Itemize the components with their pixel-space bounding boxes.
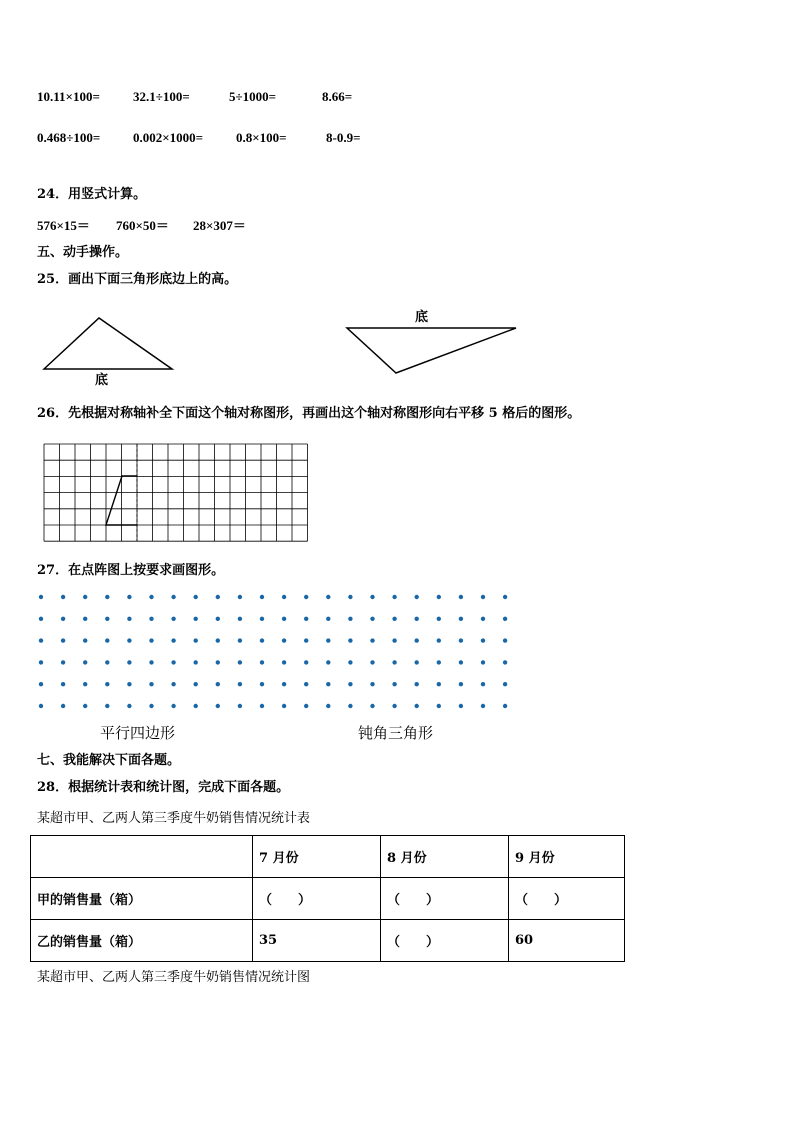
grid-dot: [83, 638, 87, 642]
grid-dot: [149, 660, 153, 664]
triangle-right: [347, 328, 516, 373]
grid-dot: [61, 595, 65, 599]
table-row-label: 甲的销售量（箱）: [31, 878, 253, 920]
table-header-row: [31, 836, 625, 878]
grid-dot: [326, 704, 330, 708]
grid-dot: [326, 660, 330, 664]
table-cell: （ ）: [509, 878, 625, 920]
grid-dot: [348, 660, 352, 664]
grid-dot: [127, 617, 131, 621]
grid-dot: [105, 660, 109, 664]
grid-dot: [348, 682, 352, 686]
grid-dot: [437, 682, 441, 686]
calc-item: 8.66=: [322, 89, 353, 104]
table-cell: （ ）: [381, 878, 509, 920]
grid-dot: [370, 638, 374, 642]
base-label-left: 底: [95, 373, 109, 388]
question-26-title: 26．先根据对称轴补全下面这个轴对称图形，再画出这个轴对称图形向右平移 5 格后的图形。: [37, 406, 581, 421]
section-7-heading: 七、我能解决下面各题。: [37, 753, 181, 768]
vertical-calc-item: 28×307＝: [193, 218, 246, 233]
grid-dot: [127, 595, 131, 599]
grid-dot: [149, 682, 153, 686]
grid-dot: [171, 638, 175, 642]
grid-dot: [238, 704, 242, 708]
grid-dot: [370, 682, 374, 686]
square-grid: [44, 444, 308, 541]
grid-dot: [282, 660, 286, 664]
grid-dot: [83, 595, 87, 599]
table-header-cell: 9 月份: [509, 836, 625, 878]
grid-dot: [304, 638, 308, 642]
grid-dot: [437, 617, 441, 621]
grid-dot: [127, 682, 131, 686]
grid-dot: [503, 638, 507, 642]
grid-dot: [304, 617, 308, 621]
vertical-calc-item: 760×50＝: [116, 218, 169, 233]
grid-dot: [61, 617, 65, 621]
table-row: [31, 878, 625, 920]
grid-dot: [216, 660, 220, 664]
grid-dot: [149, 704, 153, 708]
grid-dot: [304, 704, 308, 708]
grid-dot: [481, 704, 485, 708]
grid-dot: [392, 660, 396, 664]
grid-dot: [105, 682, 109, 686]
grid-dot: [392, 704, 396, 708]
label-parallelogram: 平行四边形: [100, 724, 176, 742]
base-label-right: 底: [415, 310, 429, 325]
grid-dot: [105, 617, 109, 621]
grid-dot: [282, 682, 286, 686]
section-5-heading: 五、动手操作。: [37, 245, 129, 260]
grid-dot: [39, 682, 43, 686]
grid-dot: [61, 638, 65, 642]
grid-dot: [459, 660, 463, 664]
grid-dot: [39, 617, 43, 621]
grid-dot: [39, 638, 43, 642]
grid-dot: [171, 617, 175, 621]
grid-dot: [415, 595, 419, 599]
grid-dot: [260, 682, 264, 686]
triangle-left: [44, 318, 172, 369]
grid-dot: [481, 660, 485, 664]
calc-item: 0.468÷100=: [37, 130, 101, 145]
grid-dot: [238, 660, 242, 664]
vertical-calc-item: 576×15＝: [37, 218, 90, 233]
grid-dot: [216, 638, 220, 642]
grid-dot: [437, 704, 441, 708]
calc-item: 0.002×1000=: [133, 130, 204, 145]
grid-dot: [149, 638, 153, 642]
grid-dot: [282, 617, 286, 621]
grid-dot: [149, 595, 153, 599]
table-cell: 60: [509, 920, 625, 962]
grid-dot: [260, 617, 264, 621]
grid-dot: [171, 660, 175, 664]
grid-dot: [127, 660, 131, 664]
grid-dot: [194, 682, 198, 686]
grid-dot: [370, 595, 374, 599]
question-28-title: 28．根据统计表和统计图，完成下面各题。: [37, 780, 290, 795]
grid-dot: [39, 660, 43, 664]
grid-dot: [459, 617, 463, 621]
grid-dot: [216, 704, 220, 708]
grid-dot: [326, 638, 330, 642]
grid-dot: [194, 660, 198, 664]
grid-dot: [83, 704, 87, 708]
grid-dot: [61, 704, 65, 708]
label-obtuse-triangle: 钝角三角形: [358, 724, 434, 742]
table-header-cell: 7 月份: [253, 836, 381, 878]
calc-item: 8-0.9=: [326, 130, 361, 145]
grid-dot: [171, 704, 175, 708]
table-cell: （ ）: [381, 920, 509, 962]
grid-dot: [503, 682, 507, 686]
grid-dot: [348, 617, 352, 621]
grid-dot: [481, 617, 485, 621]
calc-item: 0.8×100=: [236, 130, 287, 145]
question-25-title: 25．画出下面三角形底边上的高。: [37, 272, 238, 287]
grid-dot: [326, 682, 330, 686]
grid-dot: [437, 595, 441, 599]
chart-caption: 某超市甲、乙两人第三季度牛奶销售情况统计图: [37, 970, 311, 985]
grid-dot: [481, 638, 485, 642]
grid-dot: [459, 595, 463, 599]
grid-dot: [437, 638, 441, 642]
grid-dot: [260, 704, 264, 708]
grid-dot: [348, 704, 352, 708]
question-27-title: 27．在点阵图上按要求画图形。: [37, 563, 225, 578]
grid-dot: [260, 595, 264, 599]
grid-dot: [503, 595, 507, 599]
grid-dot: [459, 682, 463, 686]
grid-dot: [392, 682, 396, 686]
grid-dot: [348, 595, 352, 599]
grid-dot: [392, 595, 396, 599]
table-row: [31, 920, 625, 962]
grid-dot: [61, 660, 65, 664]
grid-dot: [348, 638, 352, 642]
grid-dot: [370, 617, 374, 621]
grid-dot: [194, 704, 198, 708]
grid-dot: [171, 595, 175, 599]
grid-dot: [105, 638, 109, 642]
question-24-title: 24．用竖式计算。: [37, 187, 147, 202]
table-row-label: 乙的销售量（箱）: [31, 920, 253, 962]
grid-dot: [216, 617, 220, 621]
grid-dot: [459, 704, 463, 708]
sales-table: [30, 835, 625, 962]
grid-dot: [127, 704, 131, 708]
grid-dot: [282, 704, 286, 708]
table-header-cell: 8 月份: [381, 836, 509, 878]
grid-dot: [260, 638, 264, 642]
grid-dot: [415, 682, 419, 686]
grid-dot: [282, 595, 286, 599]
grid-dot: [105, 704, 109, 708]
grid-dot: [194, 617, 198, 621]
calc-item: 5÷1000=: [229, 89, 277, 104]
grid-dot: [238, 638, 242, 642]
grid-dot: [370, 660, 374, 664]
calc-item: 32.1÷100=: [133, 89, 190, 104]
grid-dot: [238, 595, 242, 599]
grid-dot: [194, 595, 198, 599]
grid-dot: [392, 617, 396, 621]
dot-grid: [39, 595, 508, 708]
grid-dot: [83, 660, 87, 664]
grid-dot: [503, 617, 507, 621]
grid-dot: [415, 660, 419, 664]
grid-dot: [503, 660, 507, 664]
grid-dot: [415, 617, 419, 621]
grid-dot: [370, 704, 374, 708]
grid-dot: [105, 595, 109, 599]
grid-dot: [260, 660, 264, 664]
grid-dot: [238, 617, 242, 621]
grid-dot: [415, 638, 419, 642]
grid-dot: [503, 704, 507, 708]
grid-dot: [282, 638, 286, 642]
grid-dot: [216, 595, 220, 599]
grid-dot: [83, 682, 87, 686]
grid-dot: [61, 682, 65, 686]
grid-dot: [304, 660, 308, 664]
calc-item: 10.11×100=: [37, 89, 100, 104]
grid-dot: [304, 595, 308, 599]
table-cell: （ ）: [253, 878, 381, 920]
grid-dot: [171, 682, 175, 686]
grid-dot: [194, 638, 198, 642]
grid-dot: [437, 660, 441, 664]
grid-dot: [216, 682, 220, 686]
grid-dot: [127, 638, 131, 642]
grid-dot: [304, 682, 308, 686]
grid-dot: [481, 682, 485, 686]
table-cell: 35: [253, 920, 381, 962]
grid-dot: [83, 617, 87, 621]
grid-dot: [481, 595, 485, 599]
table-caption: 某超市甲、乙两人第三季度牛奶销售情况统计表: [37, 811, 311, 826]
grid-dot: [238, 682, 242, 686]
table-header-cell: [31, 836, 253, 878]
grid-dot: [415, 704, 419, 708]
grid-dot: [39, 595, 43, 599]
grid-dot: [326, 617, 330, 621]
grid-dot: [326, 595, 330, 599]
grid-dot: [392, 638, 396, 642]
grid-dot: [39, 704, 43, 708]
grid-dot: [459, 638, 463, 642]
grid-dot: [149, 617, 153, 621]
